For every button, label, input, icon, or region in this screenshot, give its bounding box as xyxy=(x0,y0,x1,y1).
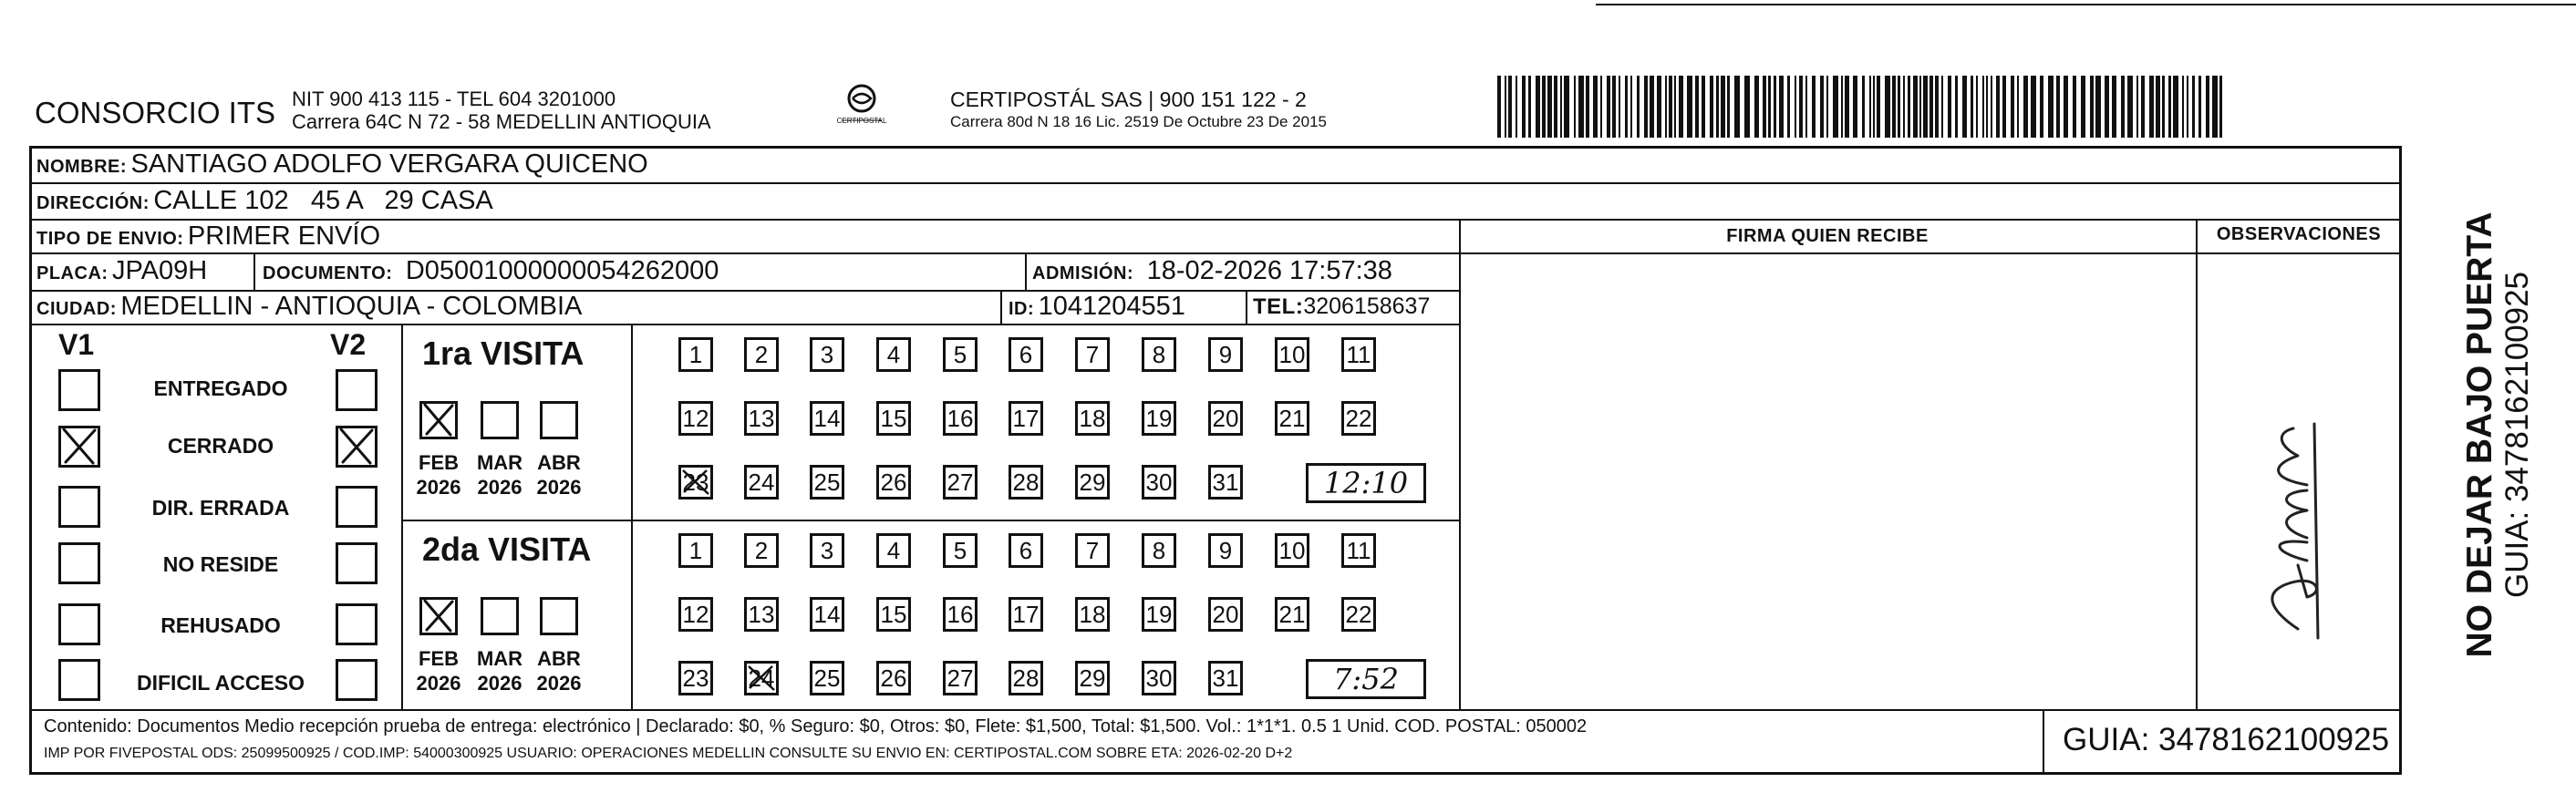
documento-cell xyxy=(263,256,719,286)
placa-label: PLACA: xyxy=(36,263,109,283)
day-box[interactable]: 30 xyxy=(1142,661,1176,695)
day-mark-icon xyxy=(744,661,779,695)
day-box[interactable]: 10 xyxy=(1275,337,1309,372)
month-checkbox[interactable] xyxy=(540,597,578,635)
day-box[interactable]: 12 xyxy=(678,401,713,436)
documento-value: D05001000000054262000 xyxy=(405,256,719,285)
day-box[interactable]: 15 xyxy=(876,401,911,436)
v1-checkbox[interactable] xyxy=(58,542,100,584)
day-box[interactable]: 14 xyxy=(810,401,844,436)
month-checkbox[interactable] xyxy=(481,401,519,439)
col-line xyxy=(1459,219,1461,711)
row-line xyxy=(29,252,2400,254)
day-box[interactable]: 27 xyxy=(943,465,978,499)
placa-value: JPA09H xyxy=(112,256,208,285)
side-guia: GUIA: 3478162100925 xyxy=(2499,271,2535,599)
day-box[interactable]: 29 xyxy=(1075,465,1110,499)
direccion-value: CALLE 102 45 A 29 CASA xyxy=(153,186,493,215)
handwritten-signature xyxy=(2234,392,2362,665)
day-box[interactable]: 22 xyxy=(1341,401,1376,436)
day-box[interactable]: 16 xyxy=(943,401,978,436)
status-option-label: DIFICIL ACCESO xyxy=(136,671,305,695)
day-box[interactable]: 31 xyxy=(1208,661,1243,695)
direccion-row xyxy=(36,186,493,216)
barcode xyxy=(1497,76,2225,138)
day-box[interactable]: 24 xyxy=(744,465,779,499)
day-box[interactable]: 13 xyxy=(744,401,779,436)
observaciones-label: OBSERVACIONES xyxy=(2216,224,2382,244)
status-option-label: ENTREGADO xyxy=(153,376,288,400)
month-label: ABR xyxy=(537,451,581,474)
day-box[interactable]: 28 xyxy=(1009,465,1043,499)
day-box[interactable]: 20 xyxy=(1208,597,1243,632)
col-line xyxy=(253,252,255,290)
company-name: CONSORCIO ITS xyxy=(35,96,276,129)
col-line xyxy=(2196,219,2198,711)
id-value: 1041204551 xyxy=(1038,292,1185,321)
day-box[interactable]: 8 xyxy=(1142,337,1176,372)
row-line xyxy=(29,219,2400,221)
day-box[interactable]: 13 xyxy=(744,597,779,632)
day-box[interactable]: 17 xyxy=(1009,597,1043,632)
tel-cell xyxy=(1253,294,1430,320)
check-mark-icon xyxy=(419,401,458,439)
v1-checkbox[interactable] xyxy=(58,426,100,468)
month-checkbox[interactable] xyxy=(481,597,519,635)
month-checkbox[interactable] xyxy=(540,401,578,439)
day-box[interactable]: 2 xyxy=(744,337,779,372)
handwritten-time-box[interactable] xyxy=(1306,659,1426,699)
row-line xyxy=(401,520,1461,521)
tipo-label: TIPO DE ENVIO: xyxy=(36,229,184,249)
nombre-value: SANTIAGO ADOLFO VERGARA QUICENO xyxy=(130,149,648,179)
placa-cell xyxy=(36,256,207,286)
day-box[interactable]: 19 xyxy=(1142,401,1176,436)
nombre-row xyxy=(36,149,648,180)
row-line xyxy=(29,182,2400,184)
row-line xyxy=(29,324,1461,325)
col-line xyxy=(2043,709,2044,775)
v1-label: V1 xyxy=(58,328,95,361)
status-option-label: DIR. ERRADA xyxy=(151,496,290,520)
v1-checkbox[interactable] xyxy=(58,369,100,411)
id-cell xyxy=(1009,292,1185,322)
day-box[interactable]: 30 xyxy=(1142,465,1176,499)
day-box[interactable]: 10 xyxy=(1275,533,1309,568)
day-box[interactable]: 5 xyxy=(943,533,978,568)
v2-checkbox[interactable] xyxy=(336,426,378,468)
status-option-label: REHUSADO xyxy=(160,613,281,637)
year-label: 2026 xyxy=(477,476,522,499)
day-box[interactable]: 7 xyxy=(1075,337,1110,372)
ciudad-cell xyxy=(36,292,582,322)
v2-checkbox[interactable] xyxy=(336,486,378,528)
footer-guia: GUIA: 3478162100925 xyxy=(2063,722,2390,757)
day-box[interactable]: 18 xyxy=(1075,401,1110,436)
col-line xyxy=(1025,252,1027,290)
handwritten-time-box[interactable] xyxy=(1306,463,1426,503)
day-box[interactable]: 17 xyxy=(1009,401,1043,436)
month-label: FEB xyxy=(419,451,459,474)
col-line xyxy=(631,324,633,709)
day-mark-icon xyxy=(678,465,713,499)
month-label: MAR xyxy=(476,451,523,474)
day-box[interactable]: 4 xyxy=(876,337,911,372)
day-box[interactable]: 25 xyxy=(810,661,844,695)
day-box[interactable]: 3 xyxy=(810,533,844,568)
day-box[interactable]: 23 xyxy=(678,465,713,499)
year-label: 2026 xyxy=(416,476,461,499)
day-box[interactable]: 15 xyxy=(876,597,911,632)
certipostal-line-1: CERTIPOSTÁL SAS | 900 151 122 - 2 xyxy=(950,88,1307,111)
day-box[interactable]: 21 xyxy=(1275,401,1309,436)
day-box[interactable]: 31 xyxy=(1208,465,1243,499)
footer-contenido: Contenido: Documentos Medio recepción prueba de entrega: electrónico | Declarado: $0, % Seguro: $0, Otros: $0, Flete: $1,500, Total: $1,500. Vol.: 1*1*1. 0.5 1 Unid. COD. POSTAL: 050002 xyxy=(44,716,1588,736)
footer-imp: IMP POR FIVEPOSTAL ODS: 25099500925 / COD.IMP: 54000300925 USUARIO: OPERACIONES MEDELLIN CONSULTE SU ENVIO EN: CERTIPOSTAL.COM SOBRE ETA: 2026-02-20 D+2 xyxy=(44,746,1293,761)
v2-checkbox[interactable] xyxy=(336,369,378,411)
footer-line xyxy=(29,709,2400,711)
day-box[interactable]: 5 xyxy=(943,337,978,372)
direccion-label: DIRECCIÓN: xyxy=(36,193,150,213)
day-box[interactable]: 27 xyxy=(943,661,978,695)
handwritten-time: 12:10 xyxy=(1323,466,1409,500)
no-dejar-bajo-puerta: NO DEJAR BAJO PUERTA xyxy=(2460,211,2499,658)
day-box[interactable]: 7 xyxy=(1075,533,1110,568)
check-mark-icon xyxy=(58,426,100,468)
day-box[interactable]: 4 xyxy=(876,533,911,568)
id-label: ID: xyxy=(1009,299,1035,319)
status-option-label: NO RESIDE xyxy=(162,552,279,576)
month-checkbox[interactable] xyxy=(419,597,458,635)
documento-label: DOCUMENTO: xyxy=(263,263,393,283)
status-option-label: CERRADO xyxy=(167,434,274,458)
nombre-label: NOMBRE: xyxy=(36,157,128,177)
v1-checkbox[interactable] xyxy=(58,659,100,701)
day-box[interactable]: 24 xyxy=(744,661,779,695)
month-label: MAR xyxy=(476,647,523,670)
day-box[interactable]: 18 xyxy=(1075,597,1110,632)
day-box[interactable]: 6 xyxy=(1009,337,1043,372)
day-box[interactable]: 1 xyxy=(678,337,713,372)
company-line-1: NIT 900 413 115 - TEL 604 3201000 xyxy=(292,88,616,110)
admision-value: 18-02-2026 17:57:38 xyxy=(1146,256,1392,285)
v2-checkbox[interactable] xyxy=(336,542,378,584)
day-box[interactable]: 21 xyxy=(1275,597,1309,632)
day-box[interactable]: 6 xyxy=(1009,533,1043,568)
firma-label: FIRMA QUIEN RECIBE xyxy=(1726,226,1929,246)
day-box[interactable]: 8 xyxy=(1142,533,1176,568)
v2-label: V2 xyxy=(330,328,367,361)
tel-label: TEL: xyxy=(1253,294,1304,319)
day-box[interactable]: 2 xyxy=(744,533,779,568)
day-box[interactable]: 14 xyxy=(810,597,844,632)
col-line xyxy=(1246,290,1247,324)
v2-checkbox[interactable] xyxy=(336,659,378,701)
ciudad-value: MEDELLIN - ANTIOQUIA - COLOMBIA xyxy=(120,292,583,321)
tipo-value: PRIMER ENVÍO xyxy=(187,221,381,251)
tel-value: 3206158637 xyxy=(1303,294,1431,319)
tipo-row xyxy=(36,221,380,252)
day-box[interactable]: 9 xyxy=(1208,533,1243,568)
month-label: ABR xyxy=(537,647,581,670)
day-box[interactable]: 11 xyxy=(1341,533,1376,568)
day-box[interactable]: 29 xyxy=(1075,661,1110,695)
v1-checkbox[interactable] xyxy=(58,486,100,528)
v2-checkbox[interactable] xyxy=(336,603,378,645)
admision-cell xyxy=(1032,256,1392,286)
year-label: 2026 xyxy=(536,476,582,499)
day-box[interactable]: 26 xyxy=(876,465,911,499)
check-mark-icon xyxy=(419,597,458,635)
day-box[interactable]: 28 xyxy=(1009,661,1043,695)
day-box[interactable]: 22 xyxy=(1341,597,1376,632)
day-box[interactable]: 16 xyxy=(943,597,978,632)
day-box[interactable]: 19 xyxy=(1142,597,1176,632)
check-mark-icon xyxy=(336,426,378,468)
day-box[interactable]: 3 xyxy=(810,337,844,372)
certipostal-line-2: Carrera 80d N 18 16 Lic. 2519 De Octubre 23 De 2015 xyxy=(950,113,1327,130)
company-line-2: Carrera 64C N 72 - 58 MEDELLIN ANTIOQUIA xyxy=(292,110,711,133)
day-box[interactable]: 23 xyxy=(678,661,713,695)
month-checkbox[interactable] xyxy=(419,401,458,439)
certipostal-logo: CERTIPOSTAL xyxy=(834,80,889,133)
year-label: 2026 xyxy=(416,672,461,695)
day-box[interactable]: 9 xyxy=(1208,337,1243,372)
day-box[interactable]: 20 xyxy=(1208,401,1243,436)
visit-title: 1ra VISITA xyxy=(422,335,585,372)
scan-top-line xyxy=(1596,4,2576,5)
day-box[interactable]: 25 xyxy=(810,465,844,499)
ciudad-label: CIUDAD: xyxy=(36,299,117,319)
day-box[interactable]: 1 xyxy=(678,533,713,568)
admision-label: ADMISIÓN: xyxy=(1032,263,1134,283)
day-box[interactable]: 26 xyxy=(876,661,911,695)
year-label: 2026 xyxy=(477,672,522,695)
col-line xyxy=(401,324,403,709)
col-line xyxy=(1000,290,1002,324)
day-box[interactable]: 12 xyxy=(678,597,713,632)
v1-checkbox[interactable] xyxy=(58,603,100,645)
side-vertical-text xyxy=(2460,211,2535,657)
day-box[interactable]: 11 xyxy=(1341,337,1376,372)
month-label: FEB xyxy=(419,647,459,670)
visit-title: 2da VISITA xyxy=(422,530,592,568)
year-label: 2026 xyxy=(536,672,582,695)
handwritten-time: 7:52 xyxy=(1333,662,1399,696)
